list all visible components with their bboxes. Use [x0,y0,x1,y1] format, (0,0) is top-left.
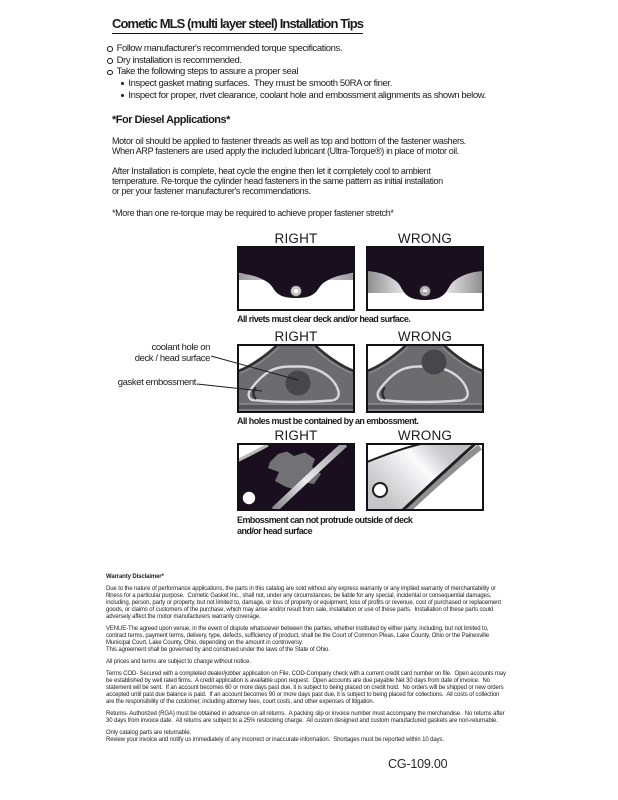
diagram-protrusion-right [237,443,355,511]
tips-list [107,43,486,102]
text-line: Review your invoice and notify us immediately of any incorrect or inaccurate information. Shortages must be reported within 10 days. [106,737,444,743]
text-line: contract terms, payment terms, delivery, type, defects, sufficiency of product, shall be the Court of Common Pleas, Lake County, Ohio or the Painesville [106,633,489,639]
retorque-note [112,208,394,218]
text-line: statement will be sent. If an account becomes 60 or more days past due, it is subject to being placed on credit hold. No orders will be shipped or new orders [106,685,504,691]
text-line: including, person, party or property, but not limited to, damage, or loss of property or equipment, loss of profits or revenue, cost of purchased or replacement [106,600,501,606]
text-line: Due to the nature of performance applications, the parts in this catalog are sold without any express warranty or any implied warranty of merchantability or [106,586,496,592]
circle-bullet-icon [107,58,113,64]
diesel-heading: *For Diesel Applications* [112,114,230,126]
text-line: temperature. Re-torque the cylinder head fasteners in the same pattern as initial installation [112,176,443,186]
tip-text: Follow manufacturer's recommended torque specifications. [116,43,343,54]
text-line: accepted until past due balance is paid. If an account becomes 90 or more days past due, it is subject to being placed for collections. All costs of collection [106,692,500,698]
wrong-label: WRONG [397,231,453,246]
tip-row [107,43,486,55]
diesel-paragraph-2 [112,166,443,196]
legal-paragraph [106,626,566,654]
wrong-label: WRONG [397,329,453,344]
text-line: After Installation is complete, heat cycle the engine then let it completely cool to ambient [112,166,431,176]
diagram-rivet-right [237,246,355,311]
tip-row [107,55,486,67]
annotation-line: deck / head surface [134,352,210,364]
text-line: 30 days from invoice date. All returns are subject to a 25% restocking charge. All custom designed and custom manufactured gaskets are non-returnable. [106,718,498,724]
warranty-disclaimer-heading: Warranty Disclaimer* [106,574,164,580]
legal-paragraph [106,711,566,725]
tip-row [107,90,486,102]
wrong-label: WRONG [397,428,453,443]
text-line: All rivets must clear deck and/or head surface. [237,314,411,324]
dot-bullet-icon [121,82,124,85]
legal-paragraph [106,659,566,666]
tip-text: Inspect gasket mating surfaces. They must be smooth 50RA or finer. [128,78,392,90]
text-line: are the responsibility of the customer, including attorney fees, court costs, and other expenses of litigation. [106,699,375,705]
diagram-protrusion-wrong [366,443,484,511]
text-line: goods, or claims of customers of the purchase, which may arise and/or result from sale, installation or use of these parts. Installation of these parts could [106,607,494,613]
text-line: be established by well rated firms. A credit application is available upon request. Open accounts are due payable Net 30 days from date of invoice. No [106,678,490,684]
legal-paragraph [106,730,566,744]
text-line: adversely affect the motor manufacturers warranty coverage. [106,614,261,620]
diesel-paragraph-1 [112,136,466,156]
dot-bullet-icon [121,94,124,97]
text-line: All holes must be contained by an embossment. [237,416,419,426]
legal-paragraph [106,671,566,706]
text-line: Only catalog parts are returnable. [106,730,191,736]
text-line: Terms COD- Secured with a completed dealer/jobber application on File, COD-Company check with a current credit card number on file. Open accounts may [106,671,506,677]
text-line: Motor oil should be applied to fastener threads as well as top and bottom of the fastener washers. [112,136,466,146]
coolant-hole-annotation [100,343,210,365]
tip-text: Dry installation is recommended. [116,54,242,66]
annotation-line: coolant hole on [151,342,210,353]
tip-text: Take the following steps to assure a proper seal [116,66,299,78]
circle-bullet-icon [107,46,113,52]
right-label: RIGHT [274,231,318,246]
tip-row [107,66,486,78]
gasket-embossment-annotation: gasket embossment [117,377,196,388]
diagram-embossment-wrong [366,344,484,413]
annotation-leader-lines [195,350,310,395]
text-line: VENUE-The agreed upon venue, in the event of dispute whatsoever between the parties, whether instituted by either party, including, but not limited to, [106,626,489,632]
text-line: *More than one re-torque may be required to achieve proper fastener stretch* [112,208,394,218]
text-line: and/or head surface [237,525,313,536]
text-line: or per your fastener manufacturer's recommendations. [112,186,311,196]
page-code: CG-109.00 [388,757,448,771]
text-line: This agreement shall be governed by and construed under the laws of the State of Ohio. [106,647,330,653]
text-line: Embossment can not protrude outside of deck [237,515,413,525]
text-line: When ARP fasteners are used apply the included lubricant (Ultra-Torque®) in place of motor oil. [112,146,459,156]
diagram-rivet-wrong [366,246,484,311]
diagram-caption [237,314,410,325]
legal-section [106,574,566,749]
text-line: fitness for a particular purpose. Cometic Gasket Inc., shall not, under any circumstances, be liable for any special, incidental or consequential damages, [106,593,492,599]
diagram-caption [237,515,412,536]
right-label: RIGHT [274,329,318,344]
right-label: RIGHT [274,428,318,443]
diagram-caption [237,416,418,427]
text-line: All prices and terms are subject to change without notice. [106,659,251,665]
legal-paragraph [106,586,566,621]
tip-row [107,78,486,90]
circle-bullet-icon [107,70,113,76]
text-line: Returns- Authorized (RGA) must be obtained in advance on all returns. A packing slip or invoice number must accompany the merchandise. No returns after [106,711,505,717]
page-title: Cometic MLS (multi layer steel) Installation Tips [112,16,363,34]
text-line: Municipal Court, Lake County, Ohio, depending on the amount in controversy. [106,640,303,646]
tip-text: Inspect for proper, rivet clearance, coolant hole and embossment alignments as shown below. [128,89,486,101]
